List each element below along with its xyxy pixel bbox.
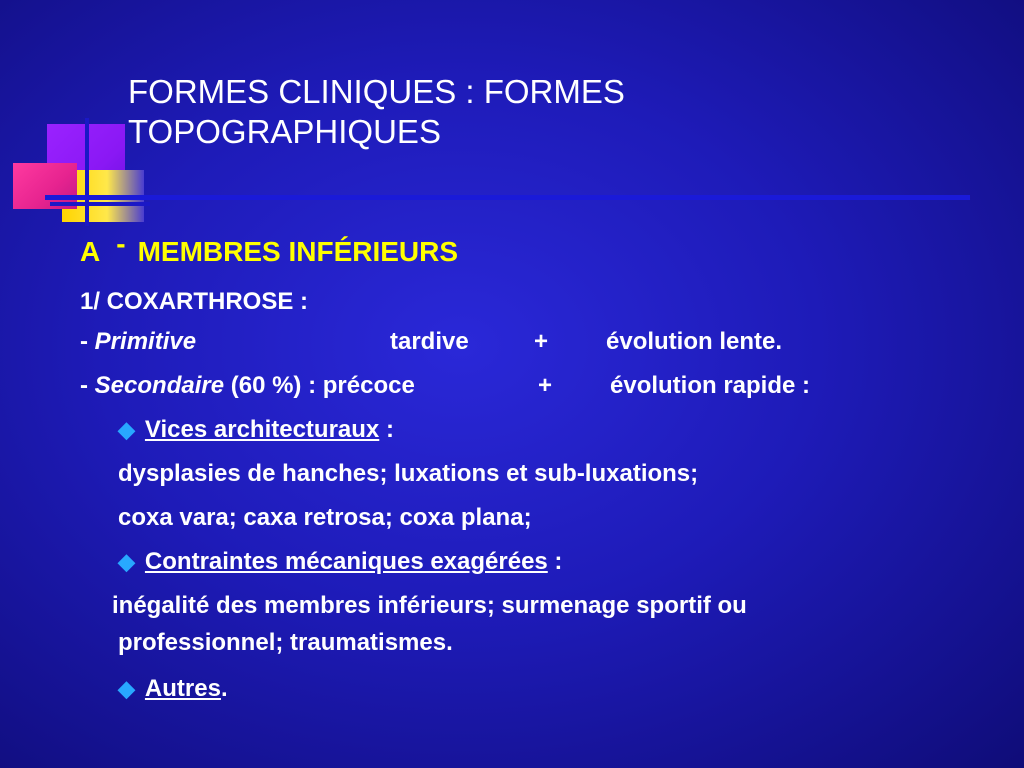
primitive-tardive: tardive xyxy=(390,328,469,355)
bullet-autres-label: Autres xyxy=(144,675,221,702)
contraintes-line-1: inégalité des membres inférieurs; surmenage sportif ou xyxy=(112,592,747,619)
subheading: 1/ COXARTHROSE : xyxy=(80,288,309,315)
section-heading xyxy=(80,228,459,268)
bullet-vices xyxy=(118,416,394,444)
secondaire-plus: + xyxy=(538,372,553,399)
bullet-vices-suffix: : xyxy=(379,416,394,443)
diamond-bullet-icon: ◆ xyxy=(118,417,135,442)
heading-letter: A xyxy=(80,236,101,267)
slide-title: FORMES CLINIQUES : FORMES TOPOGRAPHIQUES xyxy=(128,73,625,150)
secondaire-line xyxy=(80,372,880,402)
primitive-label: Primitive xyxy=(94,328,197,355)
bullet-contraintes-suffix: : xyxy=(547,548,563,575)
bullet-vices-label: Vices architecturaux xyxy=(144,416,380,443)
secondaire-prefix: - xyxy=(80,372,95,399)
primitive-plus: + xyxy=(534,328,549,355)
heading-dash: - xyxy=(116,228,126,259)
title-underline xyxy=(45,195,970,200)
bullet-autres-suffix: . xyxy=(220,675,228,702)
primitive-evolution: évolution lente. xyxy=(606,328,783,355)
heading-text: MEMBRES INFÉRIEURS xyxy=(137,236,459,267)
diamond-bullet-icon: ◆ xyxy=(118,676,135,701)
primitive-prefix: - xyxy=(80,328,95,355)
diamond-bullet-icon: ◆ xyxy=(118,549,135,574)
secondaire-label: Secondaire xyxy=(94,372,225,399)
bullet-autres xyxy=(118,675,228,703)
secondaire-evolution: évolution rapide : xyxy=(610,372,811,399)
primitive-line xyxy=(80,328,880,358)
bullet-contraintes xyxy=(118,548,562,576)
decor-horizontal-line xyxy=(50,202,150,206)
vices-line-1: dysplasies de hanches; luxations et sub-luxations; xyxy=(118,460,699,487)
vices-line-2: coxa vara; caxa retrosa; coxa plana; xyxy=(118,504,532,531)
bullet-contraintes-label: Contraintes mécaniques exagérées xyxy=(144,548,548,575)
secondaire-detail: (60 %) : précoce xyxy=(224,372,415,399)
contraintes-line-2: professionnel; traumatismes. xyxy=(118,629,453,656)
decor-vertical-line xyxy=(85,118,89,226)
